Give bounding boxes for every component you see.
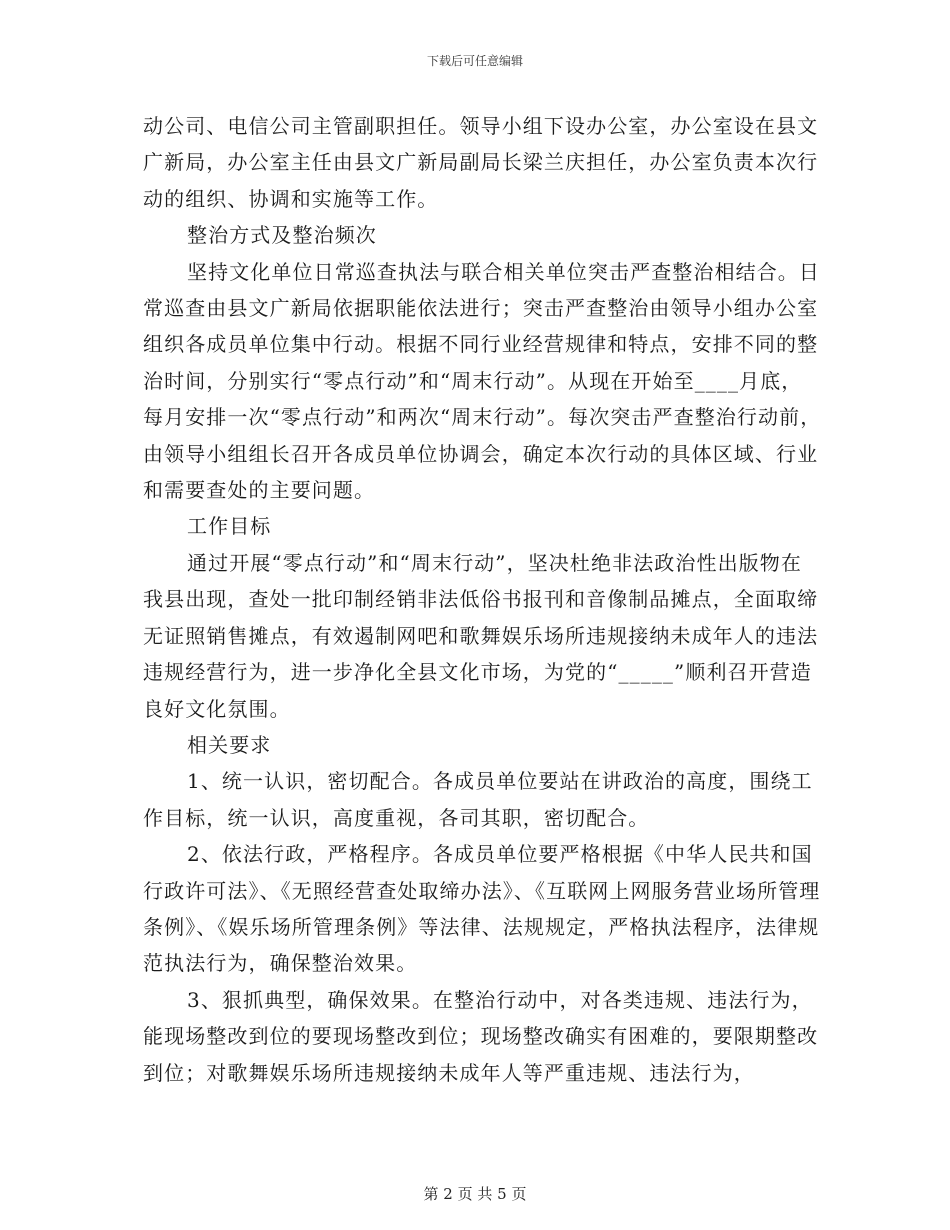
paragraph-1: 动公司、电信公司主管副职担任。领导小组下设办公室，办公室设在县文广新局，办公室主任由县文广新局副局长梁兰庆担任，办公室负责本次行动的组织、协调和实施等工作。	[143, 114, 819, 211]
document-body	[143, 108, 823, 1091]
page-header-note: 下载后可任意编辑	[426, 54, 523, 68]
requirement-item-3: 3、狠抓典型，确保效果。在整治行动中，对各类违规、违法行为，能现场整改到位的要现场整改到位；现场整改确实有困难的，要限期整改到位；对歌舞娱乐场所违规接纳未成年人等严重违规、违法行为，	[143, 987, 819, 1085]
section-heading-goal: 工作目标	[187, 514, 272, 539]
paragraph-goal: 通过开展“零点行动”和“周末行动”，坚决杜绝非法政治性出版物在我县出现，查处一批印制经销非法低俗书报刊和音像制品摊点，全面取缔无证照销售摊点，有效遏制网吧和歌舞娱乐场所违规接纳未成年人的违法违规经营行为，进一步净化全县文化市场，为党的“_____”顺利召开营造良好文化氛围。	[143, 550, 819, 721]
section-heading-method: 整治方式及整治频次	[187, 223, 377, 248]
requirement-item-2: 2、依法行政，严格程序。各成员单位要严格根据《中华人民共和国行政许可法》、《无照经营查处取缔办法》、《互联网上网服务营业场所管理条例》、《娱乐场所管理条例》等法律、法规规定，严格执法程序，法律规范执法行为，确保整治效果。	[143, 842, 821, 976]
paragraph-method: 坚持文化单位日常巡查执法与联合相关单位突击严查整治相结合。日常巡查由县文广新局依据职能依法进行；突击严查整治由领导小组办公室组织各成员单位集中行动。根据不同行业经营规律和特点，安排不同的整治时间，分别实行“零点行动”和“周末行动”。从现在开始至____月底，每月安排一次“零点行动”和两次“周末行动”。每次突击严查整治行动前，由领导小组组长召开各成员单位协调会，确定本次行动的具体区域、行业和需要查处的主要问题。	[143, 259, 822, 503]
requirement-item-1: 1、统一认识，密切配合。各成员单位要站在讲政治的高度，围绕工作目标，统一认识，高度重视，各司其职，密切配合。	[143, 769, 813, 830]
page-number-footer: 第 2 页 共 5 页	[423, 1185, 527, 1203]
section-heading-requirements: 相关要求	[187, 732, 272, 757]
